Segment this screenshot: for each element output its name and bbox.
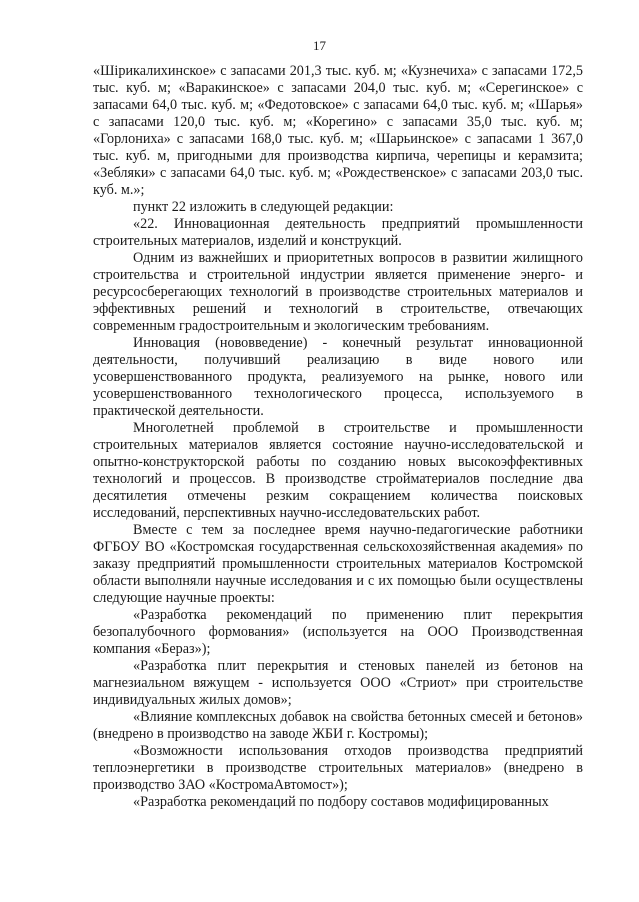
page-number: 17 <box>313 38 326 53</box>
paragraph-section-heading: «22. Инновационная деятельность предприятий промышленности строительных материалов, изделий и конструкций. <box>93 216 583 249</box>
paragraph-project-additives: «Влияние комплексных добавок на свойства бетонных смесей и бетонов» (внедрено в производство на заводе ЖБИ г. Костромы); <box>93 709 583 742</box>
paragraph-research-problem: Многолетней проблемой в строительстве и промышленности строительных материалов является состояние научно-исследовательской и опытно-конструкторской работы по созданию новых высокоэффективных технологий и процессов. В производстве стройматериалов последние два десятилетия отмечены резким сокращением количества поисковых исследований, перспективных научно-исследовательских работ. <box>93 420 583 521</box>
paragraph-project-slabs: «Разработка рекомендаций по применению плит перекрытия безопалубочного формования» (используется на ООО Производственная компания «Бераз»); <box>93 607 583 657</box>
paragraph-deposits-list: «Шірикалихинское» с запасами 201,3 тыс. куб. м; «Кузнечиха» с запасами 172,5 тыс. куб. м; «Варакинское» с запасами 204,0 тыс. куб. м; «Серегинское» с запасами 64,0 тыс. куб. м; «Федотовское» с запасами 64,0 тыс. куб. м; «Шарья» с запасами 120,0 тыс. куб. м; «Корегино» с запасами 35,0 тыс. куб. м; «Горлониха» с запасами 168,0 тыс. куб. м; «Шарьинское» с запасами 1 367,0 тыс. куб. м, пригодными для производства кирпича, черепицы и керамзита; «Зебляки» с запасами 64,0 тыс. куб. м; «Рождественское» с запасами 203,0 тыс. куб. м.»; <box>93 63 583 198</box>
paragraph-project-waste-use: «Возможности использования отходов производства предприятий теплоэнергетики в производстве строительных материалов» (внедрено в производство ЗАО «КостромаАвтомост»); <box>93 743 583 793</box>
paragraph-innovation-definition: Инновация (нововведение) - конечный результат инновационной деятельности, получивший реализацию в виде нового или усовершенствованного продукта, реализуемого на рынке, нового или усовершенствованного технологического процесса, используемого в практической деятельности. <box>93 335 583 419</box>
paragraph-academy-projects: Вместе с тем за последнее время научно-педагогические работники ФГБОУ ВО «Костромская государственная сельскохозяйственная академия» по заказу предприятий промышленности строительных материалов Костромской области выполняли научные исследования и с их помощью были осуществлены следующие научные проекты: <box>93 522 583 606</box>
paragraph-amendment-intro: пункт 22 изложить в следующей редакции: <box>133 199 394 215</box>
paragraph-project-magnesia-panels: «Разработка плит перекрытия и стеновых панелей из бетонов на магнезиальном вяжущем - используется ООО «Стриот» при строительстве индивидуальных жилых домов»; <box>93 658 583 708</box>
paragraph-project-modified-mixes: «Разработка рекомендаций по подбору составов модифицированных <box>133 794 549 810</box>
document-body <box>93 63 583 811</box>
paragraph-priorities: Одним из важнейших и приоритетных вопросов в развитии жилищного строительства и строительной индустрии является применение энерго- и ресурсосберегающих технологий в производстве строительных материалов и эффективных решений и технологий в строительстве, отвечающих современным градостроительным и экологическим требованиям. <box>93 250 583 334</box>
